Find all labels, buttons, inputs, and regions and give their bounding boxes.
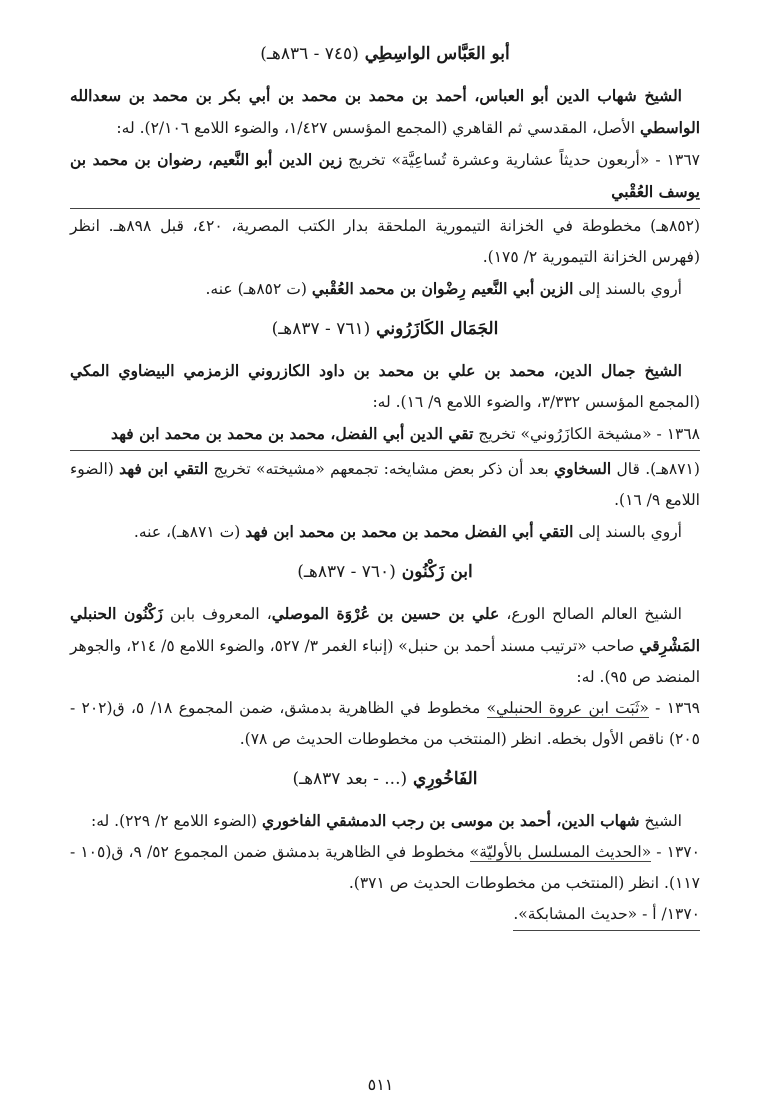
bio-text: الشيخ: [644, 812, 682, 830]
entry-title: «ثَبَت ابن عروة الحنبلي»: [486, 699, 649, 717]
entry-number: ١٣٦٨ -: [656, 425, 700, 443]
bio-name: شهاب الدين، أحمد بن موسى بن رجب الدمشقي الفاخوري: [262, 811, 640, 830]
entry-text: (الضوء اللامع ٩/ ١٦).: [70, 460, 700, 509]
entry-text: بعد أن ذكر بعض مشايخه: تجمعهم «مشيخته» تخريج: [213, 460, 549, 478]
entry-text: مخطوط في الظاهرية بدمشق ضمن المجموع ٥٢/ ٩، ق(١٠٥ - ١١٧). انظر (المنتخب من مخطوطات الحديث ص ٣٧١).: [70, 843, 700, 892]
entry-text: تخريج: [348, 151, 386, 169]
biography: [70, 805, 700, 837]
section-heading: [70, 763, 700, 795]
bio-name: علي بن حسين بن عُرْوَة الموصلي: [271, 604, 500, 623]
entry: [70, 144, 700, 273]
entry-text: (٨٧١هـ). قال: [616, 460, 700, 478]
bio-text: ، المعروف بابن: [169, 605, 272, 623]
entry-bold: التقي ابن فهد: [119, 459, 209, 478]
chain-text: أروي بالسند إلى: [578, 523, 682, 541]
chain-name: التقي أبي الفضل محمد بن محمد بن محمد ابن فهد: [245, 522, 574, 541]
section-heading: [70, 313, 700, 345]
heading-name: الجَمَال الكَازَرُوني: [376, 319, 499, 339]
heading-dates: (٧٦١ - ٨٣٧هـ): [271, 319, 371, 339]
entry-text: (٨٥٢هـ) مخطوطة في الخزانة التيمورية الملحقة بدار الكتب المصرية، ٤٢٠، قبل ٨٩٨هـ. انظر (فهرس الخزانة التيمورية ٢/ ١٧٥).: [70, 217, 700, 266]
entry-first-line: [70, 418, 700, 451]
section-heading: [70, 556, 700, 588]
chain-end: (ت ٨٥٢هـ) عنه.: [205, 280, 307, 298]
heading-dates: (٧٤٥ - ٨٣٦هـ): [260, 44, 359, 64]
entry-number: ١٣٧٠ -: [656, 843, 700, 861]
biography: [70, 355, 700, 418]
entry-compiler: زين الدين أبو النَّعيم، رضوان بن محمد بن يوسف العُقْبي: [70, 150, 700, 201]
chain-line: [70, 516, 700, 548]
entry: [70, 837, 700, 899]
bio-text: (المجمع المؤسس ٣/٣٣٢، والضوء اللامع ٩/ ١٦). له:: [372, 393, 700, 411]
sub-entry-text: ١٣٧٠/ أ - «حديث المشابكة».: [513, 899, 700, 931]
entry-compiler: تقي الدين أبي الفضل، محمد بن محمد بن محمد ابن فهد: [111, 424, 474, 443]
entry-text: مخطوط في الظاهرية بدمشق، ضمن المجموع ١٨/ ٥، ق(٢٠٢ - ٢٠٥) ناقص الأول بخطه. انظر (المنتخب من مخطوطات الحديث ص ٧٨).: [70, 699, 700, 748]
bio-text: الأصل، المقدسي ثم القاهري (المجمع المؤسس ١/٤٢٧، والضوء اللامع ٢/١٠٦). له:: [116, 119, 636, 137]
biography: [70, 80, 700, 144]
bio-name: الشيخ جمال الدين، محمد بن علي بن محمد بن داود الكازروني الزمزمي البيضاوي المكي: [70, 361, 682, 380]
entry-text: تخريج: [478, 425, 516, 443]
heading-dates: (٧٦٠ - ٨٣٧هـ): [297, 562, 396, 582]
entry: [70, 693, 700, 755]
section-heading: [70, 38, 700, 70]
entry-title: «أربعون حديثاً عشارية وعشرة تُساعِيَّة»: [391, 151, 650, 169]
entry: [70, 418, 700, 516]
entry-title: «الحديث المسلسل بالأوليّة»: [469, 843, 652, 861]
entry-number: ١٣٦٩ -: [655, 699, 701, 717]
chain-line: [70, 273, 700, 305]
heading-name: الفَاخُورِي: [413, 769, 478, 789]
chain-text: أروي بالسند إلى: [578, 280, 682, 298]
bio-text: الشيخ العالم الصالح الورع،: [506, 605, 682, 623]
sub-entry: [70, 899, 700, 931]
chain-name: الزين أبي النَّعيم رِضْوان بن محمد العُقْبي: [311, 279, 574, 298]
bio-name: الشيخ شهاب الدين أبو العباس، أحمد بن محمد بن محمد بن أبي بكر بن محمد بن سعدالله الواسطي: [70, 86, 700, 137]
entry-first-line: [70, 144, 700, 209]
heading-name: ابن زَكْنُون: [401, 562, 473, 582]
entry-bold: السخاوي: [554, 459, 612, 478]
chain-end: (ت ٨٧١هـ)، عنه.: [133, 523, 241, 541]
book-page: [70, 30, 700, 931]
bio-name: زَكْنُون الحنبلي المَشْرِقي: [70, 604, 700, 655]
heading-name: أبو العَبَّاس الواسِطِي: [364, 44, 510, 64]
page-number: ٥١١: [367, 1075, 394, 1094]
entry-title: «مشيخة الكازَرُوني»: [520, 425, 652, 443]
entry-number: ١٣٦٧ -: [655, 151, 700, 169]
biography: [70, 598, 700, 693]
heading-dates: (... - بعد ٨٣٧هـ): [292, 769, 408, 789]
bio-text: (الضوء اللامع ٢/ ٢٢٩). له:: [90, 812, 258, 830]
bio-text: صاحب «ترتيب مسند أحمد بن حنبل» (إنباء الغمر ٣/ ٥٢٧، والضوء اللامع ٥/ ٢١٤، والجوهر المنضد ص ٩٥). له:: [70, 637, 700, 686]
